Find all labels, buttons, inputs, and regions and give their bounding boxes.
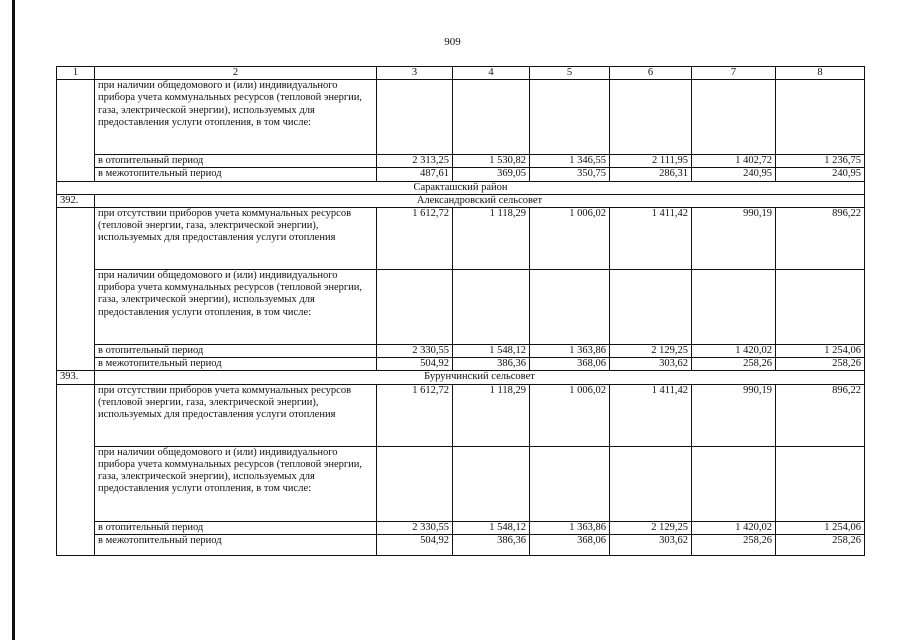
value-cell: 1 363,86 <box>530 345 610 358</box>
table-row <box>57 270 865 345</box>
value-cell: 1 548,12 <box>453 521 530 534</box>
col-header: 1 <box>57 67 95 80</box>
meter-absent-description: при отсутствии приборов учета коммунальных ресурсов (тепловой энергии, газа, электрической энергии), используемых для предоставления услуги отопления <box>95 208 377 270</box>
settlement-name: Бурунчинский сельсовет <box>95 371 865 384</box>
value-cell: 1 420,02 <box>692 345 776 358</box>
value-cell: 1 118,29 <box>453 384 530 446</box>
index-cell <box>57 80 95 181</box>
table-row <box>57 80 865 155</box>
value-cell: 369,05 <box>453 168 530 181</box>
value-cell: 1 420,02 <box>692 521 776 534</box>
page-number: 909 <box>444 36 461 48</box>
value-cell: 1 006,02 <box>530 208 610 270</box>
value-cell: 1 236,75 <box>776 155 865 168</box>
table-row <box>57 446 865 521</box>
value-cell: 2 129,25 <box>610 345 692 358</box>
non-heating-period-label: в межотопительный период <box>95 168 377 181</box>
value-cell: 896,22 <box>776 384 865 446</box>
value-cell: 2 330,55 <box>377 521 453 534</box>
heating-period-label: в отопительный период <box>95 521 377 534</box>
value-cell: 2 330,55 <box>377 345 453 358</box>
value-cell: 350,75 <box>530 168 610 181</box>
entry-header-row <box>57 194 865 207</box>
table-row <box>57 345 865 358</box>
value-cell: 1 411,42 <box>610 208 692 270</box>
col-header: 7 <box>692 67 776 80</box>
table-row <box>57 521 865 534</box>
value-cell: 990,19 <box>692 384 776 446</box>
value-cell: 1 612,72 <box>377 384 453 446</box>
table-row <box>57 208 865 270</box>
value-cell: 1 254,06 <box>776 345 865 358</box>
col-header: 6 <box>610 67 692 80</box>
value-cell: 487,61 <box>377 168 453 181</box>
col-header: 8 <box>776 67 865 80</box>
heating-period-label: в отопительный период <box>95 155 377 168</box>
col-header: 5 <box>530 67 610 80</box>
non-heating-period-label: в межотопительный период <box>95 358 377 371</box>
settlement-name: Александровский сельсовет <box>95 194 865 207</box>
table-row <box>57 534 865 555</box>
value-cell: 258,26 <box>776 534 865 555</box>
value-cell: 504,92 <box>377 358 453 371</box>
value-cell: 286,31 <box>610 168 692 181</box>
value-cell: 1 548,12 <box>453 345 530 358</box>
table-row <box>57 384 865 446</box>
value-cell: 1 411,42 <box>610 384 692 446</box>
value-cell: 1 346,55 <box>530 155 610 168</box>
value-cell: 1 118,29 <box>453 208 530 270</box>
value-cell: 1 530,82 <box>453 155 530 168</box>
value-cell: 2 111,95 <box>610 155 692 168</box>
value-cell: 1 612,72 <box>377 208 453 270</box>
table-row <box>57 155 865 168</box>
district-title: Саракташский район <box>57 181 865 194</box>
value-cell: 368,06 <box>530 358 610 371</box>
table-row <box>57 358 865 371</box>
col-header: 3 <box>377 67 453 80</box>
table-row <box>57 168 865 181</box>
index-cell <box>57 384 95 555</box>
index-cell <box>57 208 95 371</box>
entry-index: 393. <box>57 371 95 384</box>
value-cell: 1 363,86 <box>530 521 610 534</box>
value-cell: 1 006,02 <box>530 384 610 446</box>
value-cell: 258,26 <box>692 358 776 371</box>
heating-period-label: в отопительный период <box>95 345 377 358</box>
tariff-table <box>56 66 865 556</box>
value-cell: 368,06 <box>530 534 610 555</box>
value-cell: 896,22 <box>776 208 865 270</box>
value-cell: 240,95 <box>776 168 865 181</box>
meter-present-description: при наличии общедомового и (или) индивидуального прибора учета коммунальных ресурсов (тепловой энергии, газа, электрической энергии), используемых для предоставления услуги отопления, в том числе: <box>95 446 377 521</box>
value-cell: 386,36 <box>453 358 530 371</box>
entry-header-row <box>57 371 865 384</box>
value-cell: 1 254,06 <box>776 521 865 534</box>
value-cell: 258,26 <box>776 358 865 371</box>
value-cell: 258,26 <box>692 534 776 555</box>
column-number-row <box>57 67 865 80</box>
scan-edge-bar <box>12 0 15 640</box>
col-header: 4 <box>453 67 530 80</box>
value-cell: 504,92 <box>377 534 453 555</box>
value-cell: 386,36 <box>453 534 530 555</box>
value-cell: 303,62 <box>610 534 692 555</box>
value-cell: 2 129,25 <box>610 521 692 534</box>
meter-absent-description: при отсутствии приборов учета коммунальных ресурсов (тепловой энергии, газа, электрической энергии), используемых для предоставления услуги отопления <box>95 384 377 446</box>
value-cell: 990,19 <box>692 208 776 270</box>
district-row <box>57 181 865 194</box>
entry-index: 392. <box>57 194 95 207</box>
value-cell: 2 313,25 <box>377 155 453 168</box>
value-cell: 303,62 <box>610 358 692 371</box>
value-cell: 240,95 <box>692 168 776 181</box>
meter-present-description: при наличии общедомового и (или) индивидуального прибора учета коммунальных ресурсов (тепловой энергии, газа, электрической энергии), используемых для предоставления услуги отопления, в том числе: <box>95 270 377 345</box>
value-cell: 1 402,72 <box>692 155 776 168</box>
meter-present-description: при наличии общедомового и (или) индивидуального прибора учета коммунальных ресурсов (тепловой энергии, газа, электрической энергии), используемых для предоставления услуги отопления, в том числе: <box>95 80 377 155</box>
non-heating-period-label: в межотопительный период <box>95 534 377 555</box>
col-header: 2 <box>95 67 377 80</box>
